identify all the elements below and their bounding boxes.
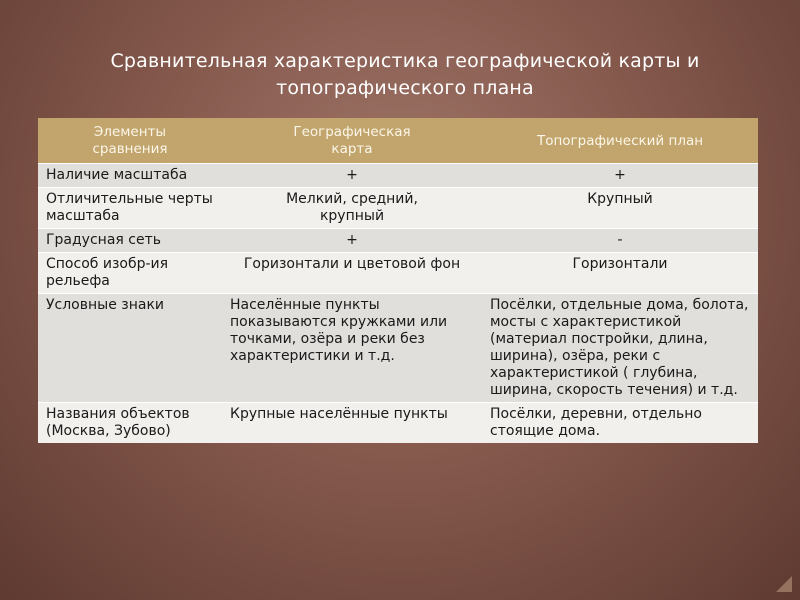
geo-map-cell: + [222,229,482,253]
table-header-row [38,118,758,164]
table-row [38,253,758,294]
header-cell-geo-map: Географическая карта [222,118,482,164]
topo-plan-cell: Посёлки, отдельные дома, болота, мосты с характеристикой (материал постройки, длина, ширина), озёра, реки с характеристикой ( глубина, ширина, скорость течения) и т.д. [482,294,758,403]
slide-title [50,48,760,102]
row-label: Градусная сеть [38,229,222,253]
table-row [38,164,758,188]
geo-map-cell: Горизонтали и цветовой фон [222,253,482,294]
corner-decoration [776,576,792,592]
geo-map-cell: Крупные населённые пункты [222,403,482,444]
table-row [38,403,758,444]
topo-plan-cell: Крупный [482,188,758,229]
geo-map-cell: Населённые пункты показываются кружками или точками, озёра и реки без характеристики и т.д. [222,294,482,403]
comparison-table [38,118,758,443]
topo-plan-cell: Посёлки, деревни, отдельно стоящие дома. [482,403,758,444]
row-label: Названия объектов (Москва, Зубово) [38,403,222,444]
row-label: Условные знаки [38,294,222,403]
geo-map-cell: Мелкий, средний, крупный [222,188,482,229]
row-label: Отличительные черты масштаба [38,188,222,229]
slide-title-line-2: топографического плана [276,77,534,99]
topo-plan-cell: - [482,229,758,253]
slide-title-line-1: Сравнительная характеристика географической карты и [110,50,700,72]
row-label: Наличие масштаба [38,164,222,188]
row-label: Способ изобр-ия рельефа [38,253,222,294]
header-cell-elements: Элементы сравнения [38,118,222,164]
topo-plan-cell: + [482,164,758,188]
table-row [38,229,758,253]
table-row [38,294,758,403]
topo-plan-cell: Горизонтали [482,253,758,294]
table-row [38,188,758,229]
geo-map-cell: + [222,164,482,188]
header-cell-topo-plan: Топографический план [482,118,758,164]
